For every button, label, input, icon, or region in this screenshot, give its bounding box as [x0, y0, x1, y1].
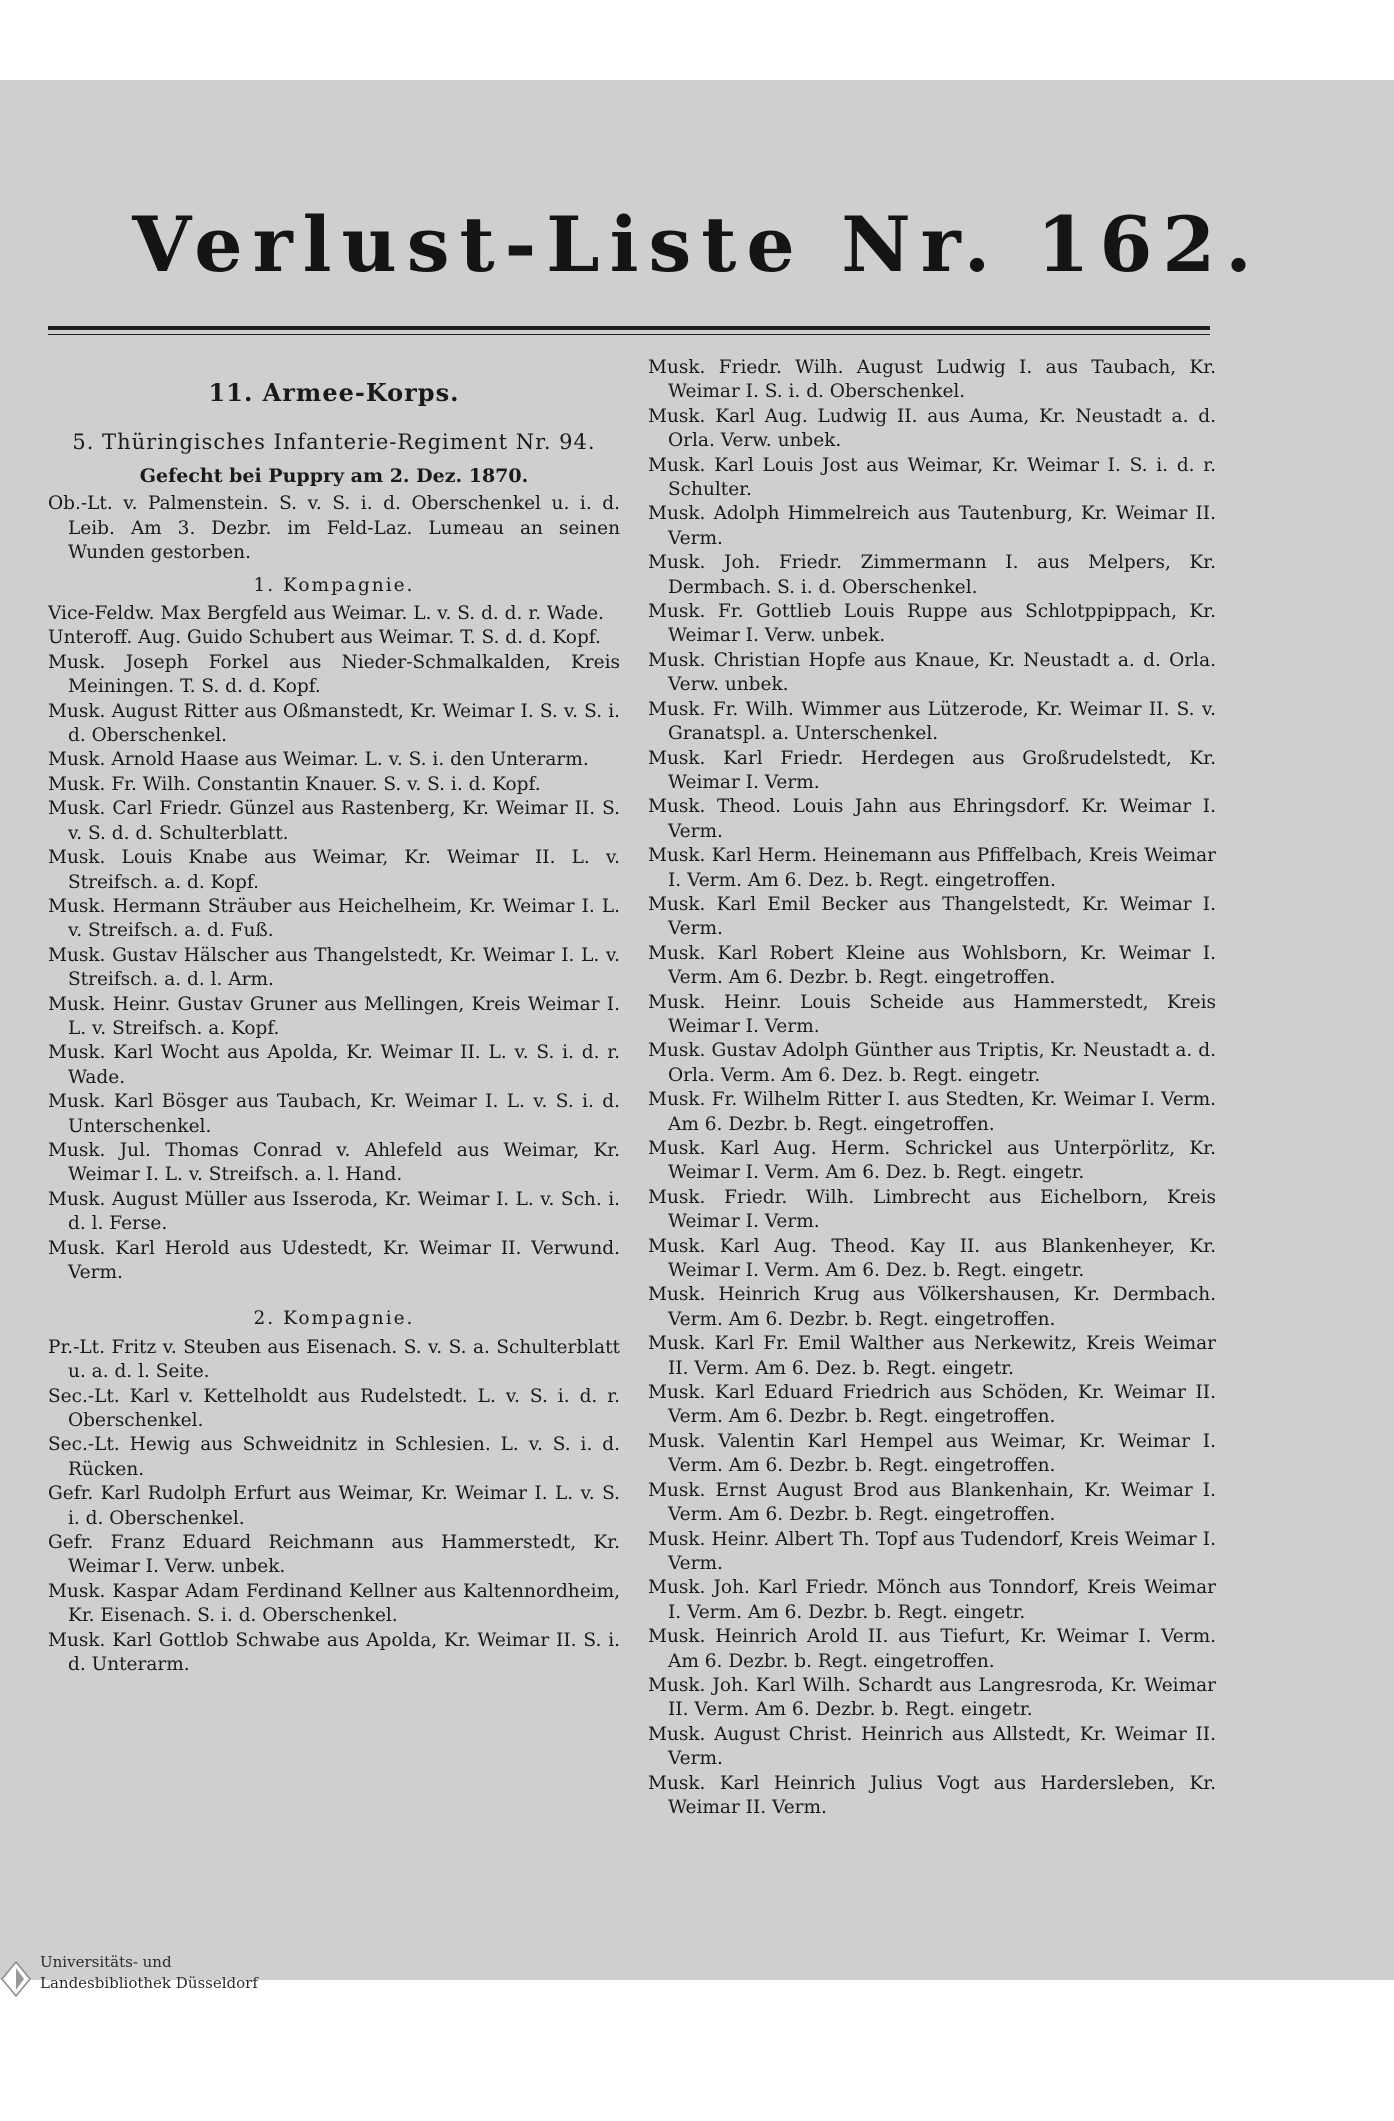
right-entry-list: [648, 356, 1216, 1820]
casualty-entry: Musk. Heinr. Albert Th. Topf aus Tudendorf, Kreis Weimar I. Verm.: [648, 1528, 1216, 1574]
company-2-list: [48, 1336, 620, 1678]
casualty-entry: Musk. Arnold Haase aus Weimar. L. v. S. i. den Unterarm.: [48, 749, 589, 771]
casualty-entry: Musk. Gustav Hälscher aus Thangelstedt, Kr. Weimar I. L. v. Streifsch. a. d. l. Arm.: [48, 944, 620, 991]
company-1-heading: 1. Kompagnie.: [253, 574, 415, 596]
casualty-entry: Musk. Fr. Wilh. Constantin Knauer. S. v. S. i. d. Kopf.: [48, 773, 541, 795]
library-name-line-1: Universitäts- und: [40, 1953, 172, 1971]
casualty-entry: Musk. Karl Eduard Friedrich aus Schöden, Kr. Weimar II. Verm. Am 6. Dezbr. b. Regt. eingetroffen.: [648, 1382, 1216, 1428]
library-name-line-2: Landesbibliothek Düsseldorf: [40, 1974, 258, 1992]
casualty-entry: Musk. Karl Louis Jost aus Weimar, Kr. Weimar I. S. i. d. r. Schulter.: [648, 454, 1216, 501]
casualty-entry: Musk. Heinrich Arold II. aus Tiefurt, Kr. Weimar I. Verm. Am 6. Dezbr. b. Regt. eingetroffen.: [648, 1626, 1216, 1672]
casualty-entry: Musk. Joseph Forkel aus Nieder-Schmalkalden, Kreis Meiningen. T. S. d. d. Kopf.: [48, 651, 620, 698]
casualty-entry: Unteroff. Aug. Guido Schubert aus Weimar. T. S. d. d. Kopf.: [48, 627, 601, 649]
casualty-entry: Musk. Joh. Friedr. Zimmermann I. aus Melpers, Kr. Dermbach. S. i. d. Oberschenkel.: [648, 552, 1216, 598]
casualty-entry: Musk. August Christ. Heinrich aus Allstedt, Kr. Weimar II. Verm.: [648, 1723, 1216, 1770]
casualty-entry: Gefr. Franz Eduard Reichmann aus Hammerstedt, Kr. Weimar I. Verw. unbek.: [48, 1532, 620, 1578]
library-footer: [0, 1952, 260, 2000]
casualty-entry: Musk. Friedr. Wilh. August Ludwig I. aus Taubach, Kr. Weimar I. S. i. d. Oberschenkel.: [648, 357, 1216, 403]
page-title: Verlust-Liste Nr. 162.: [132, 200, 1262, 289]
casualty-entry: Musk. Karl Aug. Theod. Kay II. aus Blankenheyer, Kr. Weimar I. Verm. Am 6. Dez. b. Regt. eingetr.: [648, 1235, 1216, 1282]
casualty-entry: Musk. Karl Gottlob Schwabe aus Apolda, Kr. Weimar II. S. i. d. Unterarm.: [48, 1629, 620, 1676]
casualty-entry: Musk. Fr. Wilh. Wimmer aus Lützerode, Kr. Weimar II. S. v. Granatspl. a. Unterschenkel.: [648, 698, 1216, 745]
casualty-entry: Musk. Heinrich Krug aus Völkershausen, Kr. Dermbach. Verm. Am 6. Dezbr. b. Regt. eingetroffen.: [648, 1284, 1216, 1330]
casualty-entry: Musk. Karl Bösger aus Taubach, Kr. Weimar I. L. v. S. i. d. Unterschenkel.: [48, 1091, 620, 1137]
casualty-entry: Musk. August Ritter aus Oßmanstedt, Kr. Weimar I. S. v. S. i. d. Oberschenkel.: [48, 700, 620, 747]
casualty-entry: Musk. Karl Friedr. Herdegen aus Großrudelstedt, Kr. Weimar I. Verm.: [648, 747, 1216, 793]
casualty-entry: Musk. Karl Herold aus Udestedt, Kr. Weimar II. Verwund. Verm.: [48, 1237, 620, 1283]
library-logo-icon: [0, 1960, 32, 1998]
officer-entry: Ob.-Lt. v. Palmenstein. S. v. S. i. d. Oberschenkel u. i. d. Leib. Am 3. Dezbr. im Feld-Laz. Lumeau an seinen Wunden gestorben.: [48, 493, 620, 564]
korps-heading: 11. Armee-Korps.: [208, 378, 460, 407]
casualty-entry: Gefr. Karl Rudolph Erfurt aus Weimar, Kr. Weimar I. L. v. S. i. d. Oberschenkel.: [48, 1483, 620, 1529]
casualty-entry: Musk. Ernst August Brod aus Blankenhain, Kr. Weimar I. Verm. Am 6. Dezbr. b. Regt. eingetroffen.: [648, 1479, 1216, 1526]
casualty-entry: Musk. Fr. Gottlieb Louis Ruppe aus Schlotppippach, Kr. Weimar I. Verw. unbek.: [648, 601, 1216, 647]
casualty-entry: Musk. Joh. Karl Wilh. Schardt aus Langresroda, Kr. Weimar II. Verm. Am 6. Dezbr. b. Regt. eingetr.: [648, 1674, 1216, 1721]
casualty-entry: Musk. Friedr. Wilh. Limbrecht aus Eichelborn, Kreis Weimar I. Verm.: [648, 1186, 1216, 1233]
casualty-entry: Musk. Heinr. Gustav Gruner aus Mellingen, Kreis Weimar I. L. v. Streifsch. a. Kopf.: [48, 993, 620, 1039]
casualty-entry: Musk. Karl Heinrich Julius Vogt aus Hardersleben, Kr. Weimar II. Verm.: [648, 1772, 1216, 1818]
casualty-entry: Musk. Jul. Thomas Conrad v. Ahlefeld aus Weimar, Kr. Weimar I. L. v. Streifsch. a. l. Hand.: [48, 1139, 620, 1186]
casualty-entry: Musk. Karl Robert Kleine aus Wohlsborn, Kr. Weimar I. Verm. Am 6. Dezbr. b. Regt. eingetroffen.: [648, 942, 1216, 989]
casualty-entry: Musk. August Müller aus Isseroda, Kr. Weimar I. L. v. Sch. i. d. l. Ferse.: [48, 1188, 620, 1235]
casualty-entry: Musk. Heinr. Louis Scheide aus Hammerstedt, Kreis Weimar I. Verm.: [648, 991, 1216, 1037]
casualty-entry: Musk. Gustav Adolph Günther aus Triptis, Kr. Neustadt a. d. Orla. Verm. Am 6. Dez. b. Regt. eingetr.: [648, 1040, 1216, 1086]
casualty-entry: Musk. Christian Hopfe aus Knaue, Kr. Neustadt a. d. Orla. Verw. unbek.: [648, 649, 1216, 696]
casualty-entry: Vice-Feldw. Max Bergfeld aus Weimar. L. v. S. d. d. r. Wade.: [48, 603, 604, 625]
right-column: [648, 356, 1216, 1820]
casualty-entry: Pr.-Lt. Fritz v. Steuben aus Eisenach. S. v. S. a. Schulterblatt u. a. d. l. Seite.: [48, 1336, 620, 1383]
casualty-entry: Musk. Adolph Himmelreich aus Tautenburg, Kr. Weimar II. Verm.: [648, 503, 1216, 549]
casualty-entry: Musk. Karl Emil Becker aus Thangelstedt, Kr. Weimar I. Verm.: [648, 893, 1216, 940]
casualty-entry: Musk. Louis Knabe aus Weimar, Kr. Weimar II. L. v. Streifsch. a. d. Kopf.: [48, 847, 620, 893]
casualty-entry: Musk. Valentin Karl Hempel aus Weimar, Kr. Weimar I. Verm. Am 6. Dezbr. b. Regt. eingetroffen.: [648, 1430, 1216, 1477]
casualty-entry: Musk. Fr. Wilhelm Ritter I. aus Stedten, Kr. Weimar I. Verm. Am 6. Dezbr. b. Regt. eingetroffen.: [648, 1089, 1216, 1135]
casualty-entry: Musk. Karl Aug. Herm. Schrickel aus Unterpörlitz, Kr. Weimar I. Verm. Am 6. Dez. b. Regt. eingetr.: [648, 1138, 1216, 1184]
casualty-entry: Musk. Karl Aug. Ludwig II. aus Auma, Kr. Neustadt a. d. Orla. Verw. unbek.: [648, 405, 1216, 452]
casualty-entry: Sec.-Lt. Karl v. Kettelholdt aus Rudelstedt. L. v. S. i. d. r. Oberschenkel.: [48, 1385, 620, 1432]
casualty-entry: Sec.-Lt. Hewig aus Schweidnitz in Schlesien. L. v. S. i. d. Rücken.: [48, 1434, 620, 1480]
casualty-entry: Musk. Carl Friedr. Günzel aus Rastenberg, Kr. Weimar II. S. v. S. d. d. Schulterblatt.: [48, 798, 620, 844]
title-rule-thin: [48, 334, 1210, 335]
company-1-list: [48, 602, 620, 1285]
casualty-entry: Musk. Theod. Louis Jahn aus Ehringsdorf. Kr. Weimar I. Verm.: [648, 796, 1216, 842]
regiment-heading: 5. Thüringisches Infanterie-Regiment Nr. 94.: [72, 430, 596, 454]
left-column: [48, 356, 620, 1678]
casualty-entry: Musk. Kaspar Adam Ferdinand Kellner aus Kaltennordheim, Kr. Eisenach. S. i. d. Oberschenkel.: [48, 1580, 620, 1627]
casualty-entry: Musk. Karl Herm. Heinemann aus Pfiffelbach, Kreis Weimar I. Verm. Am 6. Dez. b. Regt. eingetroffen.: [648, 845, 1216, 891]
casualty-entry: Musk. Karl Wocht aus Apolda, Kr. Weimar II. L. v. S. i. d. r. Wade.: [48, 1042, 620, 1088]
casualty-entry: Musk. Karl Fr. Emil Walther aus Nerkewitz, Kreis Weimar II. Verm. Am 6. Dez. b. Regt. eingetr.: [648, 1333, 1216, 1379]
casualty-entry: Musk. Hermann Sträuber aus Heichelheim, Kr. Weimar I. L. v. Streifsch. a. d. Fuß.: [48, 895, 620, 942]
casualty-entry: Musk. Joh. Karl Friedr. Mönch aus Tonndorf, Kreis Weimar I. Verm. Am 6. Dezbr. b. Regt. eingetr.: [648, 1577, 1216, 1623]
library-name: [40, 1952, 258, 1994]
title-rule-thick: [48, 326, 1210, 330]
battle-heading: Gefecht bei Puppry am 2. Dez. 1870.: [139, 465, 529, 487]
company-2-heading: 2. Kompagnie.: [253, 1308, 415, 1330]
